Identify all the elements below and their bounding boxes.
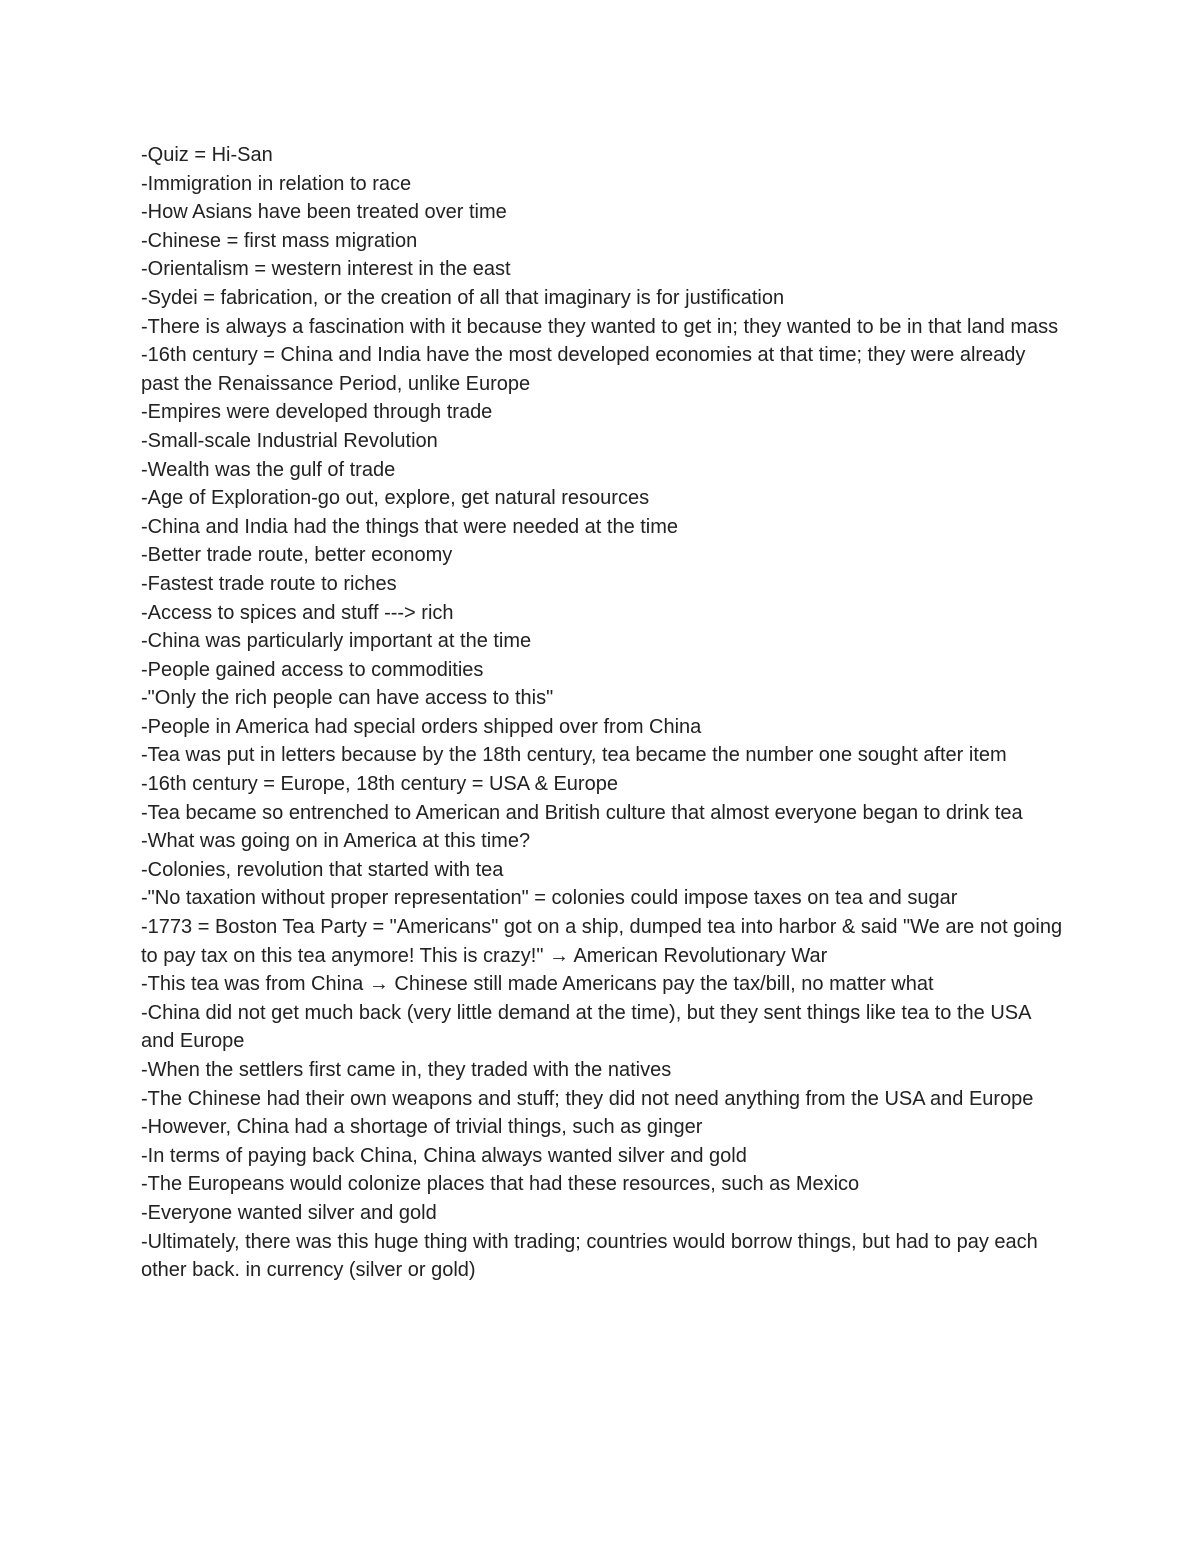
note-line: -This tea was from China → Chinese still made Americans pay the tax/bill, no matter what xyxy=(141,973,934,996)
note-line: -Tea became so entrenched to American and British culture that almost everyone began to drink tea xyxy=(141,801,1023,824)
note-line: -Wealth was the gulf of trade xyxy=(141,458,396,481)
note-line: -The Europeans would colonize places that had these resources, such as Mexico xyxy=(141,1173,860,1196)
note-line: -Quiz = Hi-San xyxy=(141,144,273,166)
note-line: -16th century = China and India have the most developed economies at that time; they were already past the Renaissance Period, unlike Europe xyxy=(141,344,1026,395)
note-line: -"Only the rich people can have access to this" xyxy=(141,687,554,710)
note-line: -People gained access to commodities xyxy=(141,658,484,681)
note-line: -China did not get much back (very little demand at the time), but they sent things like tea to the USA and Europe xyxy=(141,1001,1031,1053)
note-line: -Everyone wanted silver and gold xyxy=(141,1201,437,1224)
note-line: -16th century = Europe, 18th century = USA & Europe xyxy=(141,773,618,796)
note-line: -Fastest trade route to riches xyxy=(141,572,397,595)
note-line: -People in America had special orders shipped over from China xyxy=(141,715,702,738)
note-line: -When the settlers first came in, they traded with the natives xyxy=(141,1059,672,1081)
note-line: -Sydei = fabrication, or the creation of all that imaginary is for justification xyxy=(141,286,785,309)
note-line: -China and India had the things that were needed at the time xyxy=(141,515,679,538)
note-line: -Empires were developed through trade xyxy=(141,401,493,424)
note-line: -The Chinese had their own weapons and stuff; they did not need anything from the USA and Europe xyxy=(141,1087,1034,1110)
note-line: -China was particularly important at the time xyxy=(141,630,532,653)
note-line: -Chinese = first mass migration xyxy=(141,229,418,252)
note-line: -Small-scale Industrial Revolution xyxy=(141,429,438,452)
note-line: -In terms of paying back China, China always wanted silver and gold xyxy=(141,1144,747,1167)
note-line: -Access to spices and stuff ---> rich xyxy=(141,601,454,624)
note-line: -There is always a fascination with it because they wanted to get in; they wanted to be in that land mass xyxy=(141,315,1059,338)
document-page xyxy=(141,141,1066,1285)
note-line: -Colonies, revolution that started with tea xyxy=(141,858,504,881)
note-line: -How Asians have been treated over time xyxy=(141,201,507,224)
note-line: -Better trade route, better economy xyxy=(141,544,453,567)
note-line: -Orientalism = western interest in the east xyxy=(141,258,511,281)
note-line: -What was going on in America at this time? xyxy=(141,830,531,853)
note-line: -Age of Exploration-go out, explore, get natural resources xyxy=(141,487,650,510)
note-line: -"No taxation without proper representation" = colonies could impose taxes on tea and sugar xyxy=(141,887,958,910)
note-line: -Tea was put in letters because by the 18th century, tea became the number one sought after item xyxy=(141,744,1007,767)
note-line: -However, China had a shortage of trivial things, such as ginger xyxy=(141,1116,703,1139)
note-line: -Immigration in relation to race xyxy=(141,172,412,195)
note-line: -1773 = Boston Tea Party = "Americans" got on a ship, dumped tea into harbor & said "We are not going to pay tax on this tea anymore! This is crazy!" → American Revolutionary War xyxy=(141,916,1063,967)
note-line: -Ultimately, there was this huge thing with trading; countries would borrow things, but had to pay each other back. in currency (silver or gold) xyxy=(141,1230,1038,1282)
